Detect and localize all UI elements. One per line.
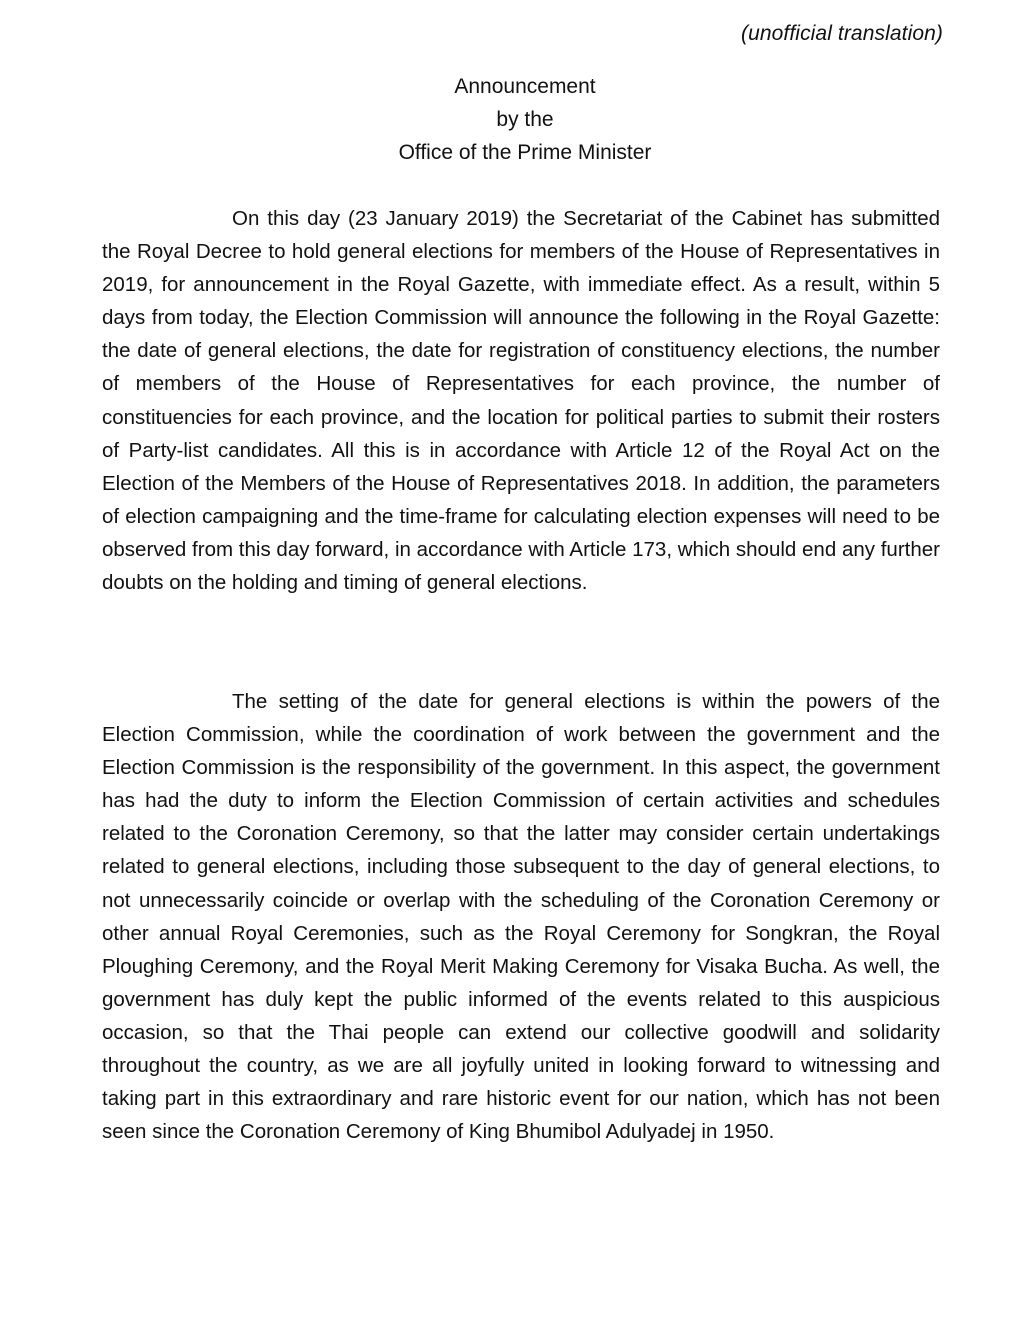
body-paragraph-1-block — [102, 202, 940, 599]
heading-line-announcement: Announcement — [454, 75, 596, 98]
body-paragraph-2-block — [102, 685, 940, 1148]
announcement-heading — [0, 70, 1015, 169]
body-paragraph-1: On this day (23 January 2019) the Secretariat of the Cabinet has submitted the Royal Decree to hold general elections for members of the House of Representatives in 2019, for announcement in the Royal Gazette, with immediate effect. As a result, within 5 days from today, the Election Commission will announce the following in the Royal Gazette: the date of general elections, the date for registration of constituency elections, the number of members of the House of Representatives for each province, the number of constituencies for each province, and the location for political parties to submit their rosters of Party-list candidates. All this is in accordance with Article 12 of the Royal Act on the Election of the Members of the House of Representatives 2018. In addition, the parameters of election campaigning and the time-frame for calculating election expenses will need to be observed from this day forward, in accordance with Article 173, which should end any further doubts on the holding and timing of general elections. — [102, 207, 940, 595]
body-paragraph-2: The setting of the date for general elections is within the powers of the Election Commission, while the coordination of work between the government and the Election Commission is the responsibility of the government. In this aspect, the government has had the duty to inform the Election Commission of certain activities and schedules related to the Coronation Ceremony, so that the latter may consider certain undertakings related to general elections, including those subsequent to the day of general elections, to not unnecessarily coincide or overlap with the scheduling of the Coronation Ceremony or other annual Royal Ceremonies, such as the Royal Ceremony for Songkran, the Royal Ploughing Ceremony, and the Royal Merit Making Ceremony for Visaka Bucha. As well, the government has duly kept the public informed of the events related to this auspicious occasion, so that the Thai people can extend our collective goodwill and solidarity throughout the country, as we are all joyfully united in looking forward to witnessing and taking part in this extraordinary and rare historic event for our nation, which has not been seen since the Coronation Ceremony of King Bhumibol Adulyadej in 1950. — [102, 690, 940, 1144]
heading-line-office: Office of the Prime Minister — [398, 141, 652, 164]
heading-line-by-the: by the — [496, 108, 554, 131]
translation-note: (unofficial translation) — [741, 22, 943, 45]
